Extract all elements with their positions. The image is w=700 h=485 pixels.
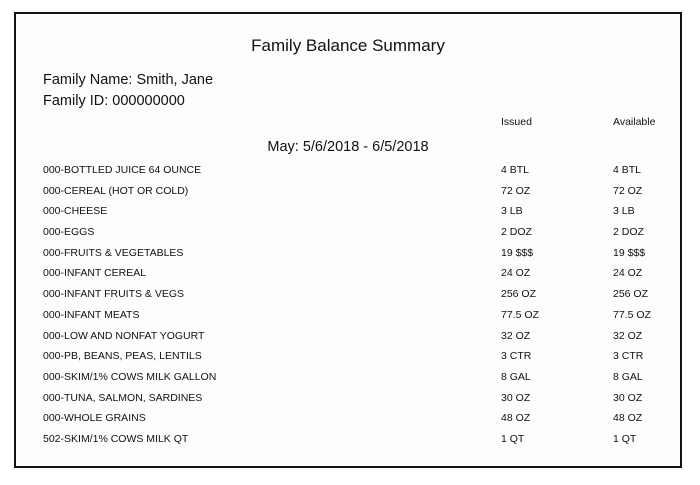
item-issued: 8 GAL — [501, 370, 531, 383]
item-available: 4 BTL — [613, 164, 642, 176]
column-header-issued: Issued — [501, 116, 532, 128]
benefit-period: May: 5/6/2018 - 6/5/2018 — [267, 139, 429, 155]
item-available: 24 OZ — [613, 267, 643, 280]
table-row — [16, 392, 680, 413]
item-name: 000-TUNA, SALMON, SARDINES — [43, 391, 203, 404]
item-available: 48 OZ — [613, 412, 643, 425]
table-row — [16, 226, 680, 247]
report-title: Family Balance Summary — [251, 36, 445, 55]
item-issued: 77.5 OZ — [501, 308, 539, 321]
item-issued: 72 OZ — [501, 184, 531, 197]
item-available: 8 GAL — [613, 370, 643, 383]
table-row — [16, 247, 680, 268]
item-name: 000-CHEESE — [43, 205, 108, 218]
item-issued: 2 DOZ — [501, 226, 532, 239]
item-available: 32 OZ — [613, 329, 643, 342]
item-available: 3 LB — [613, 205, 635, 218]
item-available: 3 CTR — [613, 350, 644, 363]
item-name: 000-INFANT CEREAL — [43, 267, 147, 280]
item-issued: 1 QT — [501, 432, 525, 445]
table-row — [16, 371, 680, 392]
item-issued: 3 CTR — [501, 350, 532, 363]
item-issued: 32 OZ — [501, 329, 531, 342]
item-issued: 19 $$$ — [501, 246, 534, 259]
item-available: 30 OZ — [613, 391, 643, 404]
table-row — [16, 330, 680, 351]
item-name: 502-SKIM/1% COWS MILK QT — [43, 432, 189, 445]
item-available: 1 QT — [613, 432, 637, 445]
table-row — [16, 350, 680, 371]
table-row — [16, 164, 680, 185]
table-row — [16, 288, 680, 309]
item-issued: 4 BTL — [501, 164, 530, 176]
item-issued: 30 OZ — [501, 391, 531, 404]
family-id: Family ID: 000000000 — [43, 93, 185, 109]
item-name: 000-CEREAL (HOT OR COLD) — [43, 184, 189, 197]
item-issued: 256 OZ — [501, 288, 537, 301]
item-available: 77.5 OZ — [613, 308, 651, 321]
item-name: 000-FRUITS & VEGETABLES — [43, 246, 184, 259]
table-row — [16, 185, 680, 206]
report-frame — [14, 12, 682, 468]
item-name: 000-WHOLE GRAINS — [43, 412, 146, 425]
item-available: 2 DOZ — [613, 226, 644, 239]
item-name: 000-BOTTLED JUICE 64 OUNCE — [43, 164, 202, 176]
item-available: 256 OZ — [613, 288, 649, 301]
item-available: 72 OZ — [613, 184, 643, 197]
table-row — [16, 433, 680, 454]
family-name: Family Name: Smith, Jane — [43, 72, 214, 88]
item-issued: 48 OZ — [501, 412, 531, 425]
item-name: 000-INFANT MEATS — [43, 308, 140, 321]
table-row — [16, 267, 680, 288]
item-name: 000-EGGS — [43, 226, 95, 239]
column-header-available: Available — [613, 116, 656, 128]
item-name: 000-INFANT FRUITS & VEGS — [43, 288, 185, 301]
table-row — [16, 412, 680, 433]
table-row — [16, 309, 680, 330]
table-row — [16, 205, 680, 226]
item-available: 19 $$$ — [613, 246, 646, 259]
item-issued: 24 OZ — [501, 267, 531, 280]
balance-table — [16, 164, 680, 454]
item-name: 000-LOW AND NONFAT YOGURT — [43, 329, 205, 342]
item-name: 000-PB, BEANS, PEAS, LENTILS — [43, 350, 202, 363]
item-issued: 3 LB — [501, 205, 523, 218]
item-name: 000-SKIM/1% COWS MILK GALLON — [43, 370, 217, 383]
